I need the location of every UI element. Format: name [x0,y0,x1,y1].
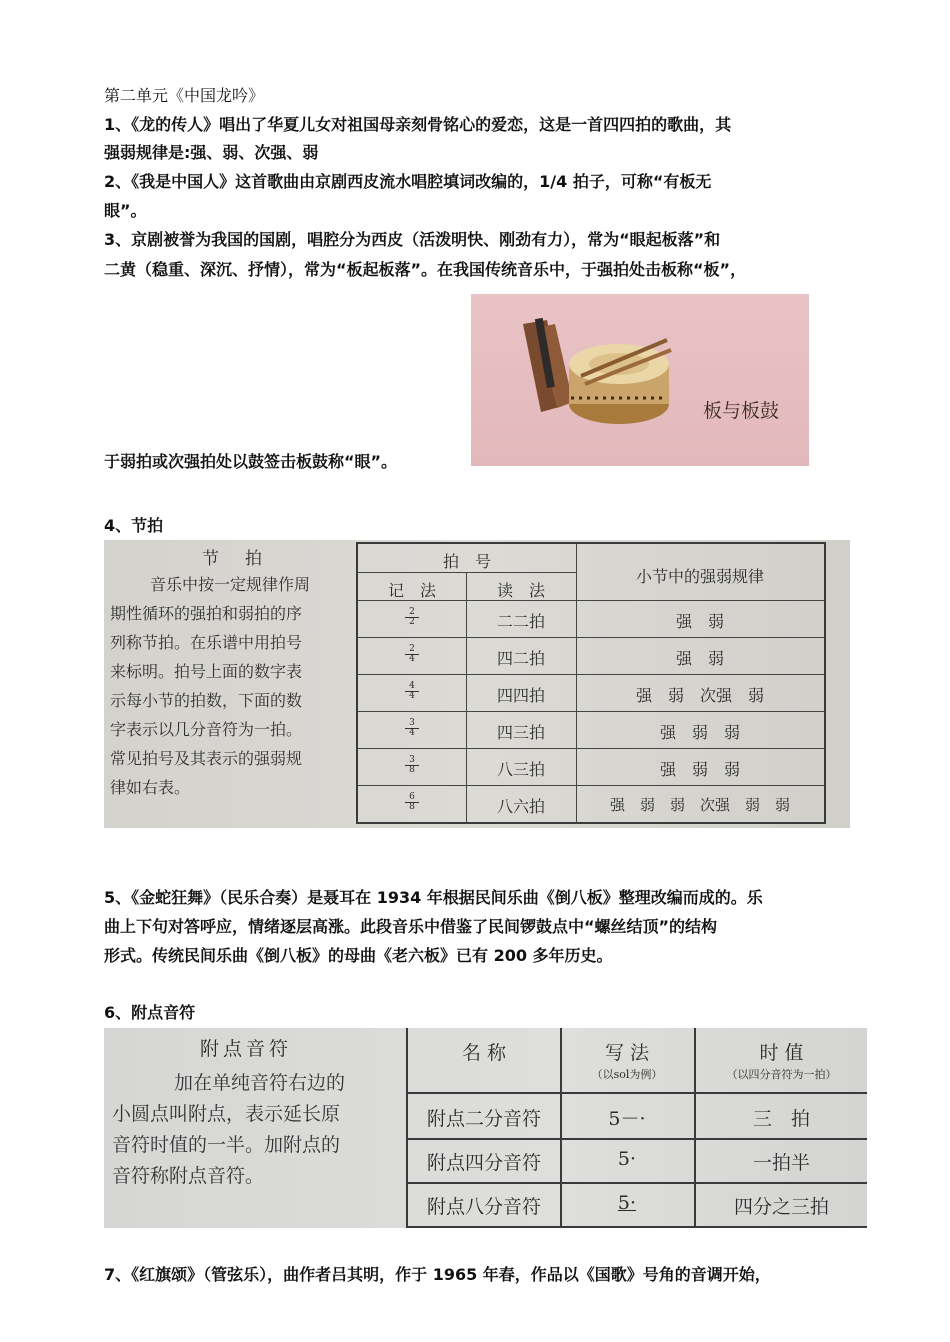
board-and-drum-photo [471,294,809,466]
item-3-line-2: 二黄（稳重、深沉、抒情），常为“板起板落”。在我国传统音乐中，于强拍处击板称“板”， [104,260,747,279]
note-duration: 一拍半 [752,1152,810,1174]
note-name: 附点八分音符 [426,1196,541,1218]
time-signature: $\frac{3}{8}$ [405,756,419,775]
meter-description-line: 音乐中按一定规律作周 [150,575,311,594]
header-name: 名 称 [461,1042,507,1064]
header-strong-weak-rule: 小节中的强弱规律 [635,567,764,586]
time-signature: $\frac{2}{2}$ [405,608,419,627]
item-1-line-2: 强弱规律是:强、弱、次强、弱 [104,143,319,162]
meter-reading: 四三拍 [496,723,545,742]
meter-rule: 强 弱 [675,612,724,631]
meter-reading: 八六拍 [496,797,545,816]
meter-description-line: 律如右表。 [110,778,191,797]
meter-reading: 二二拍 [496,612,545,631]
meter-rule: 强 弱 弱 [659,760,740,779]
meter-rule: 强 弱 次强 弱 [635,686,764,705]
dotted-description-line: 音符称附点音符。 [112,1165,265,1187]
item-5-line-3: 形式。传统民间乐曲《倒八板》的母曲《老六板》已有 200 多年历史。 [104,946,613,965]
item-1-line-1: 1、《龙的传人》唱出了华夏儿女对祖国母亲刻骨铭心的爱恋，这是一首四四拍的歌曲，其 [104,115,732,134]
item-4-heading: 4、节拍 [104,516,164,535]
meter-rule: 强 弱 [675,649,724,668]
item-3-line-1: 3、京剧被誉为我国的国剧，唱腔分为西皮（活泼明快、刚劲有力），常为“眼起板落”和 [104,230,721,249]
meter-reading: 四二拍 [496,649,545,668]
unit-heading: 第二单元《中国龙吟》 [104,86,265,105]
dotted-notes-photo [104,1028,867,1228]
header-notation: 记 法 [387,581,436,600]
note-notation: 5· [617,1192,637,1214]
item-7-line-1: 7、《红旗颂》（管弦乐），曲作者吕其明，作于 1965 年春，作品以《国歌》号角的音调开始， [104,1265,771,1284]
header-duration-note: （以四分音符为一拍） [726,1068,837,1081]
meter-rule: 强 弱 弱 次强 弱 弱 [609,796,790,814]
meter-table [356,542,826,824]
meter-reading: 四四拍 [496,686,545,705]
note-notation: 5· [617,1148,637,1170]
meter-description-line: 列称节拍。在乐谱中用拍号 [110,633,303,652]
header-time-signature: 拍 号 [442,552,491,571]
meter-description-line: 常见拍号及其表示的强弱规 [110,749,303,768]
photo-caption: 板与板鼓 [703,400,780,422]
dotted-description-line: 小圆点叫附点，表示延长原 [112,1103,341,1125]
time-signature: $\frac{3}{4}$ [405,719,419,738]
note-duration: 四分之三拍 [733,1196,829,1218]
meter-description-line: 来标明。拍号上面的数字表 [110,662,303,681]
meter-title: 节拍 [202,549,288,569]
note-notation: 5－· [608,1108,646,1130]
meter-description [110,570,352,802]
item-5-line-2: 曲上下句对答呼应，情绪逐层高涨。此段音乐中借鉴了民间锣鼓点中“螺丝结顶”的结构 [104,917,718,936]
time-signature: $\frac{6}{8}$ [405,793,419,812]
dotted-description [112,1068,345,1192]
time-signature: $\frac{4}{4}$ [405,682,419,701]
meter-reading: 八三拍 [496,760,545,779]
item-2-line-1: 2、《我是中国人》这首歌曲由京剧西皮流水唱腔填词改编的，1/4 拍子，可称“有板无 [104,172,712,191]
dotted-title: 附点音符 [200,1038,293,1060]
meter-rule: 强 弱 弱 [659,723,740,742]
header-notation: 写 法 [604,1042,650,1064]
item-6-heading: 6、附点音符 [104,1003,196,1022]
header-notation-note: （以sol为例） [591,1068,663,1081]
meter-table-photo [104,540,850,828]
time-signature: $\frac{2}{4}$ [405,645,419,664]
dotted-description-line: 音符时值的一半。加附点的 [112,1134,341,1156]
item-2-line-2: 眼”。 [104,201,147,220]
meter-description-line: 字表示以几分音符为一拍。 [110,720,303,739]
item-5-line-1: 5、《金蛇狂舞》（民乐合奏）是聂耳在 1934 年根据民间乐曲《倒八板》整理改编而成的。乐 [104,888,763,907]
note-duration: 三 拍 [752,1108,810,1130]
item-3-line-3: 于弱拍或次强拍处以鼓签击板鼓称“眼”。 [104,452,398,471]
board-and-drum-illustration [471,294,809,466]
note-name: 附点二分音符 [426,1108,541,1130]
dotted-description-line: 加在单纯音符右边的 [174,1072,346,1094]
note-name: 附点四分音符 [426,1152,541,1174]
meter-description-line: 示每小节的拍数，下面的数 [110,691,303,710]
dotted-notes-table [406,1028,867,1228]
header-duration: 时 值 [759,1042,804,1064]
meter-description-line: 期性循环的强拍和弱拍的序 [110,604,303,623]
header-reading: 读 法 [496,581,545,600]
